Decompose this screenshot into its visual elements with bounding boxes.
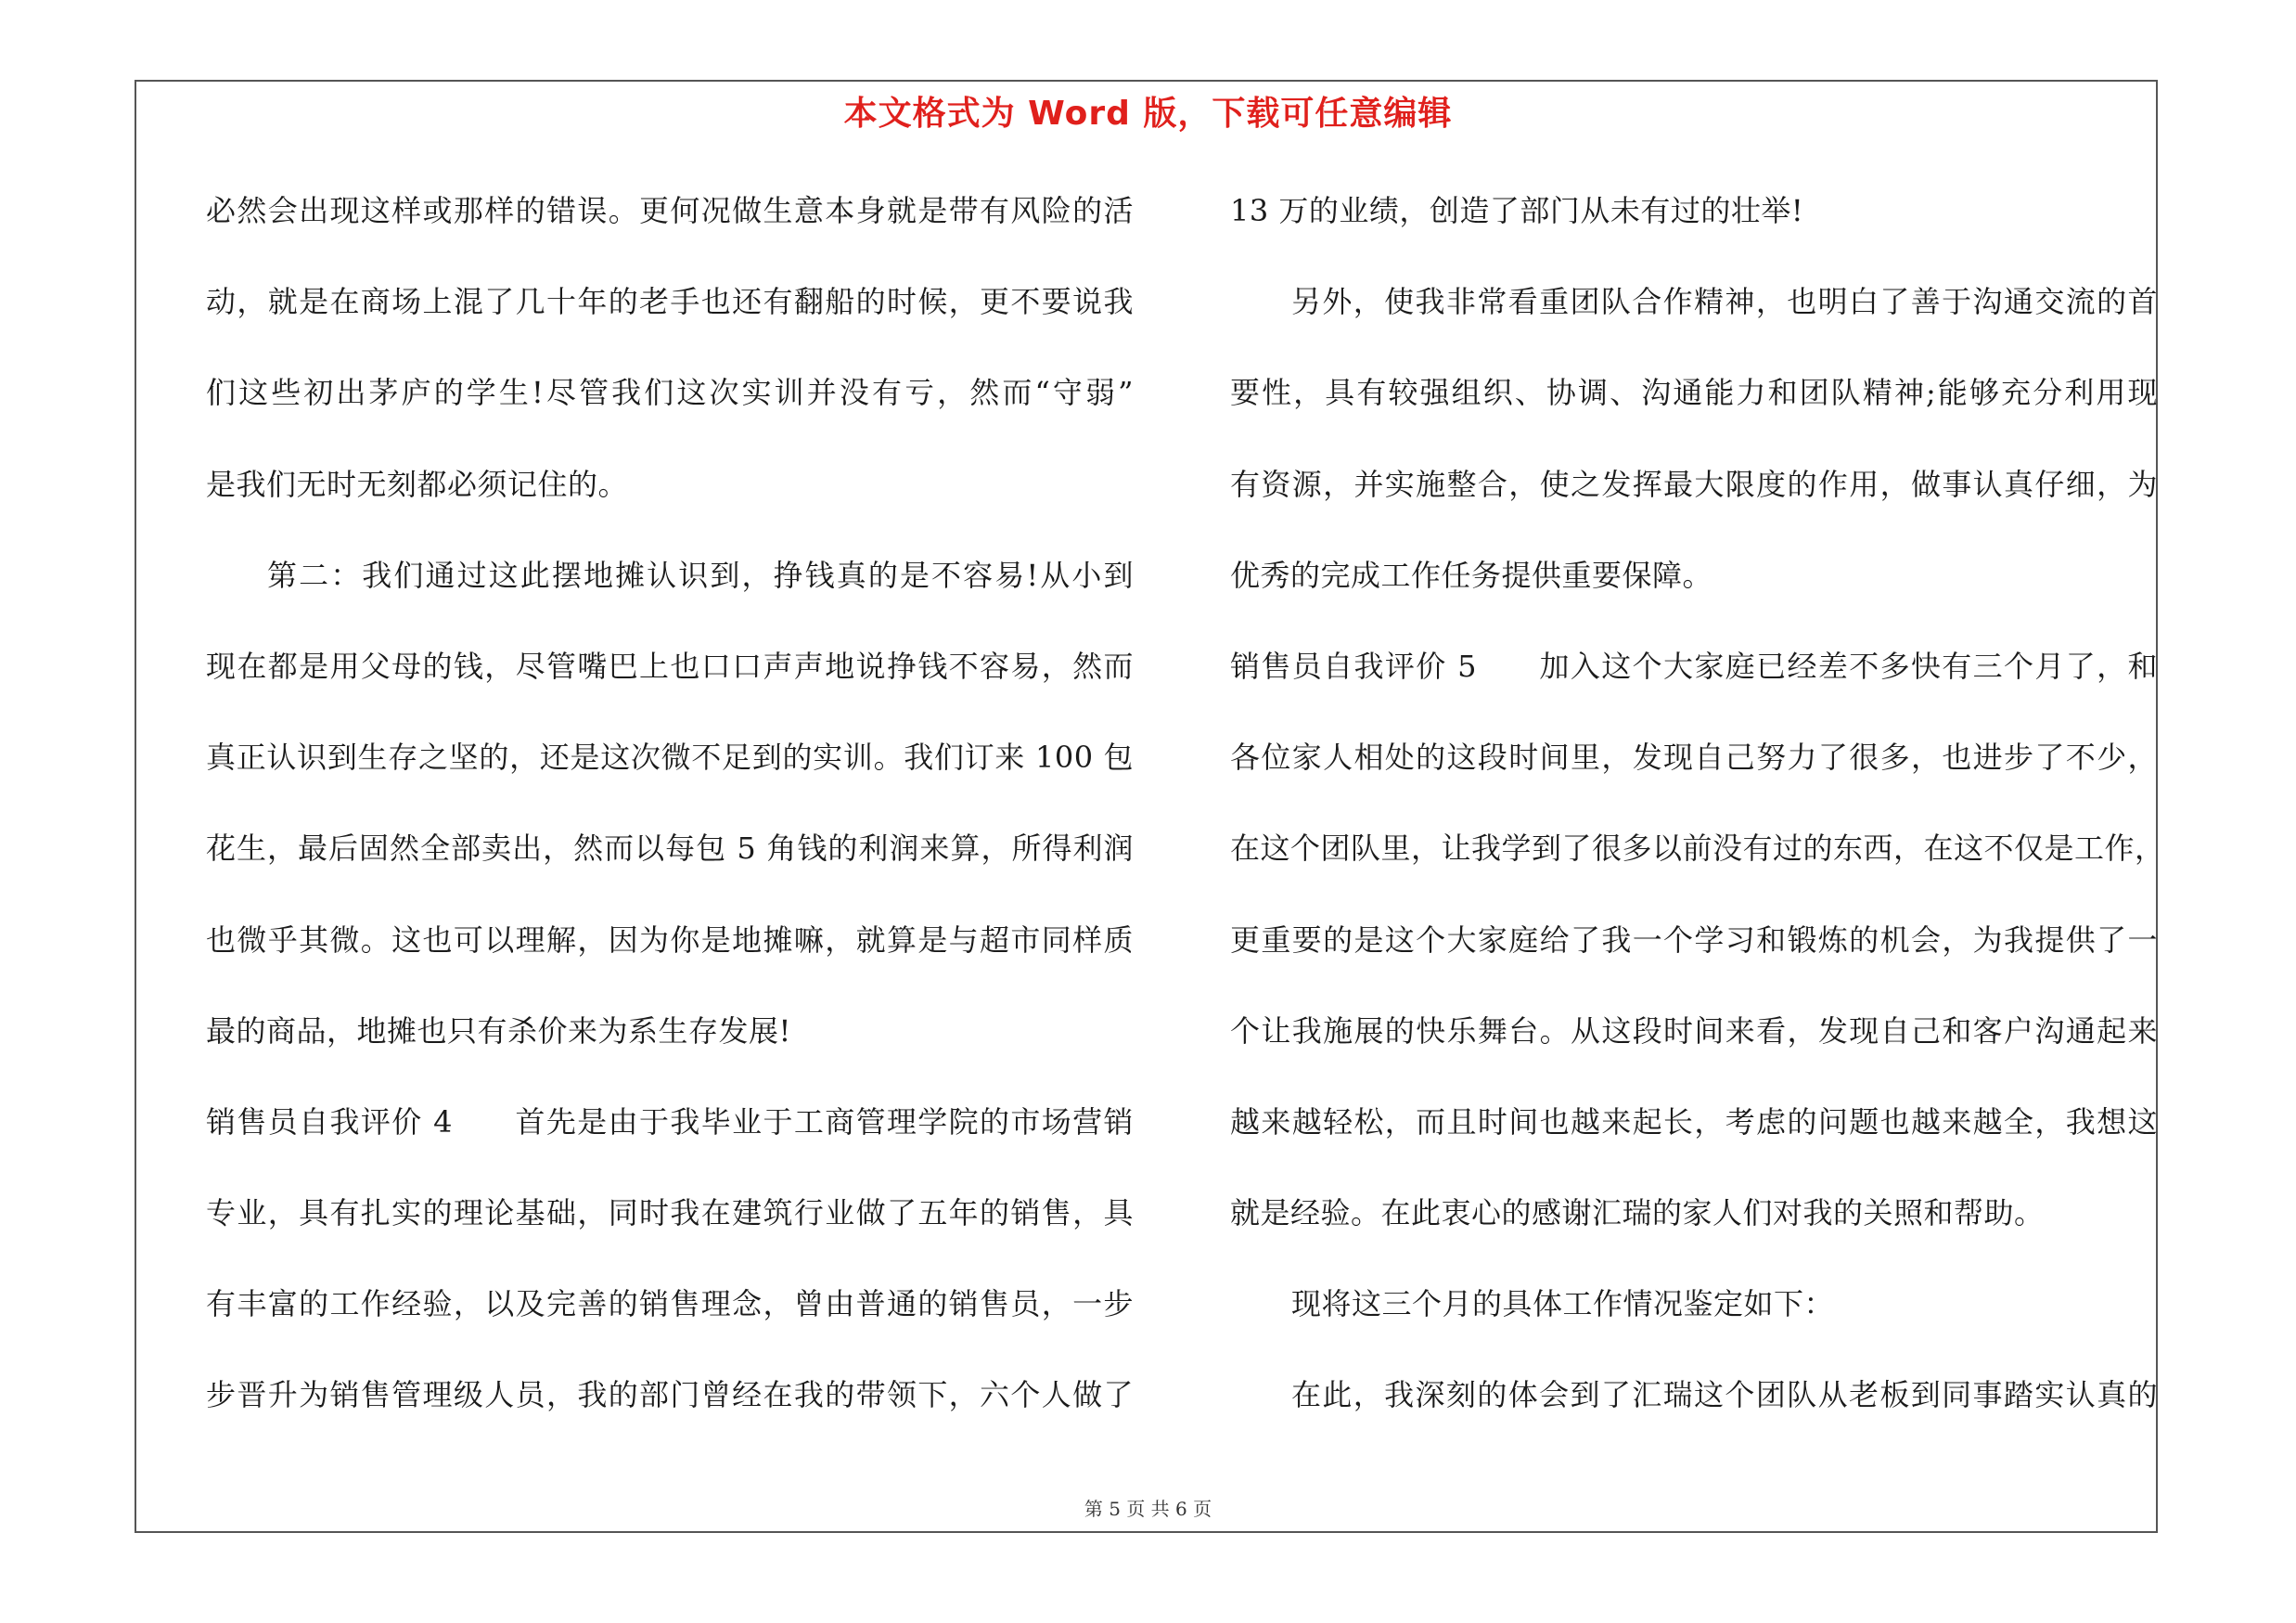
text-line: 销售员自我评价 4 首先是由于我毕业于工商管理学院的市场营销 <box>206 1103 1134 1140</box>
text-line: 现在都是用父母的钱，尽管嘴巴上也口口声声地说挣钱不容易，然而 <box>206 648 1134 684</box>
text-line: 最的商品，地摊也只有杀价来为系生存发展! <box>206 1012 791 1049</box>
text-line: 有丰富的工作经验，以及完善的销售理念，曾由普通的销售员，一步 <box>206 1286 1134 1322</box>
text-line: 各位家人相处的这段时间里，发现自己努力了很多，也进步了不少， <box>1230 740 2158 776</box>
text-line: 有资源，并实施整合，使之发挥最大限度的作用，做事认真仔细，为 <box>1230 466 2158 502</box>
text-line: 步晋升为销售管理级人员，我的部门曾经在我的带领下，六个人做了 <box>206 1377 1134 1413</box>
text-line: 专业，具有扎实的理论基础，同时我在建筑行业做了五年的销售，具 <box>206 1195 1134 1231</box>
text-line: 越来越轻松，而且时间也越来起长，考虑的问题也越来越全，我想这 <box>1230 1103 2158 1140</box>
format-notice-banner: 本文格式为 Word 版，下载可任意编辑 <box>843 95 1453 133</box>
page-number-footer: 第 5 页 共 6 页 <box>1084 1498 1212 1520</box>
text-line: 花生，最后固然全部卖出，然而以每包 5 角钱的利润来算，所得利润 <box>206 831 1134 867</box>
text-line: 13 万的业绩，创造了部门从未有过的壮举! <box>1230 193 1804 228</box>
text-line: 销售员自我评价 5 加入这个大家庭已经差不多快有三个月了，和 <box>1230 648 2158 684</box>
text-line: 在这个团队里，让我学到了很多以前没有过的东西，在这不仅是工作， <box>1230 831 2165 867</box>
left-text-column <box>206 165 1134 1441</box>
text-line: 就是经验。在此衷心的感谢汇瑞的家人们对我的关照和帮助。 <box>1230 1195 2045 1231</box>
text-line: 优秀的完成工作任务提供重要保障。 <box>1230 557 1713 593</box>
text-line: 真正认识到生存之坚的，还是这次微不足到的实训。我们订来 100 包 <box>206 740 1134 776</box>
text-line: 现将这三个月的具体工作情况鉴定如下： <box>1291 1286 1835 1322</box>
text-line: 也微乎其微。这也可以理解，因为你是地摊嘛，就算是与超市同样质 <box>206 921 1134 958</box>
text-line: 另外，使我非常看重团队合作精神，也明白了善于沟通交流的首 <box>1291 284 2158 320</box>
text-line: 动，就是在商场上混了几十年的老手也还有翻船的时候，更不要说我 <box>206 284 1134 320</box>
right-text-column <box>1230 165 2165 1441</box>
text-line: 更重要的是这个大家庭给了我一个学习和锻炼的机会，为我提供了一 <box>1230 921 2158 958</box>
text-line: 在此，我深刻的体会到了汇瑞这个团队从老板到同事踏实认真的 <box>1291 1377 2158 1413</box>
text-line: 要性，具有较强组织、协调、沟通能力和团队精神;能够充分利用现 <box>1230 375 2158 411</box>
text-line: 个让我施展的快乐舞台。从这段时间来看，发现自己和客户沟通起来 <box>1230 1012 2158 1049</box>
text-line: 们这些初出茅庐的学生!尽管我们这次实训并没有亏，然而“守弱” <box>206 375 1134 411</box>
text-line: 必然会出现这样或那样的错误。更何况做生意本身就是带有风险的活 <box>206 193 1134 228</box>
text-line: 第二：我们通过这此摆地摊认识到，挣钱真的是不容易!从小到 <box>267 557 1134 593</box>
text-line: 是我们无时无刻都必须记住的。 <box>206 466 629 502</box>
